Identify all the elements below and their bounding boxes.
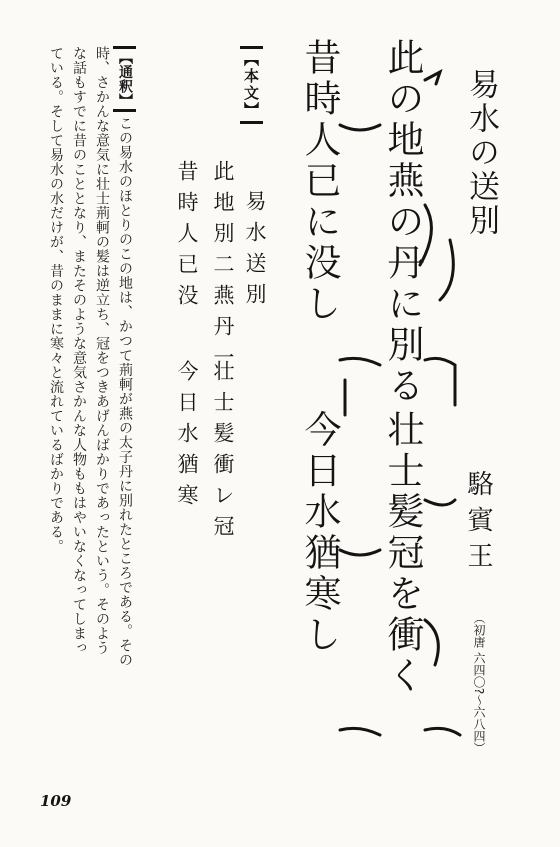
tsuyaku-line-1: 【通釈】この易水のほとりのこの地は、かつて荊軻が燕の太子丹に別れたところである。その [113,46,136,746]
reading-line-1: 此の地燕の丹に別る [381,38,424,407]
honbun-line-4: 今日水猶寒 [175,360,199,515]
brush-marks [330,40,470,760]
poem-author: 駱賓王 [463,470,493,578]
tsuyaku-line-2: 時、さかんな意気に壮士荊軻の髪は逆立ち、冠をつきあげんばかりであったという。そのよう [94,46,110,655]
honbun-line-1: 此地別二燕丹一 [211,160,235,377]
honbun-title: 易水送別 [243,190,267,314]
honbun-label: 【本文】 [240,46,263,124]
page-number: 109 [40,792,72,810]
honbun-line-3: 昔時人已没 [175,160,199,315]
poem-title: 易水の送別 [463,68,499,238]
reading-line-4: 今日水猶寒し [298,410,341,656]
reading-line-2: 壮士髪冠を衝く [381,410,424,697]
author-dates: （初唐 六四〇?〜六八四） [472,612,486,755]
honbun-line-2: 壮士髪衝レ冠 [211,360,235,546]
tsuyaku-line-3: な話もすでに昔のこととなり、またそのような意気さかんな人物ももはやいなくなってしまっ [71,46,87,655]
reading-line-3: 昔時人已に没し [298,38,341,325]
tsuyaku-block [44,46,136,746]
tsuyaku-label: 【通釈】 [113,46,136,112]
tsuyaku-line-4: ている。そして易水の水だけが、昔のままに寒々と流れているばかりである。 [48,46,64,554]
